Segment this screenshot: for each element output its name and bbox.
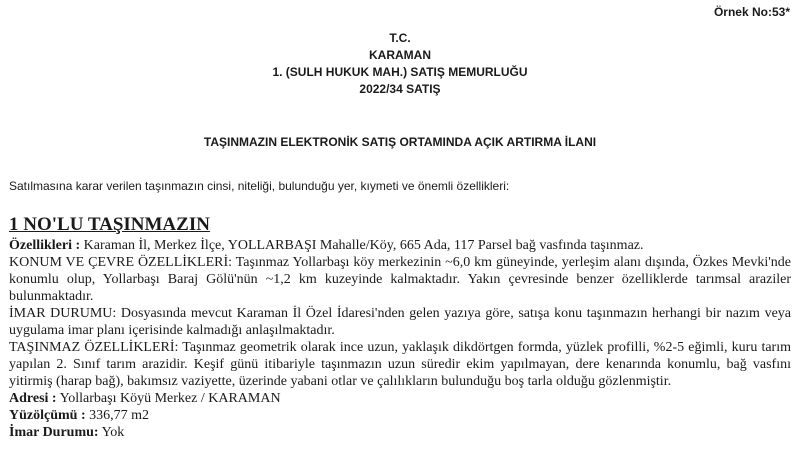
header-line-office: 1. (SULH HUKUK MAH.) SATIŞ MEMURLUĞU	[272, 65, 528, 79]
features-value: Karaman İl, Merkez İlçe, YOLLARBAŞI Mahalle/Köy, 665 Ada, 117 Parsel bağ vasfında taşınmaz.	[83, 238, 644, 253]
zoning-status-label: İmar Durumu:	[9, 425, 99, 440]
characteristics-paragraph: TAŞINMAZ ÖZELLİKLERİ: Taşınmaz geometrik olarak ince uzun, yaklaşık dikdörtgen formda, yüzlek profilli, %2-5 eğimli, kuru tarım yapılan 2. Sınıf tarım arazidir. Keşif günü itibariyle taşınmazın uzun süredir ekim yapılmayan, dere kenarında konumlu, bağ vasfını yitirmiş (harap bağ), bakımsız vaziyette, üzerinde yabani otlar ve çalılıkların bulunduğu boş tarla olduğu gözlenmiştir.	[9, 340, 791, 389]
header-line-case: 2022/34 SATIŞ	[359, 82, 441, 96]
features-label: Özellikleri :	[9, 238, 81, 253]
zoning-status-value: Yok	[101, 425, 125, 440]
sample-number: Örnek No:53*	[713, 5, 790, 19]
property-title: 1 NO'LU TAŞINMAZIN	[9, 214, 210, 235]
zoning-paragraph: İMAR DURUMU: Dosyasında mevcut Karaman İl Özel İdaresi'nden gelen yazıya göre, satışa konu taşınmazın herhangi bir nazım veya uygulama imar planı içerisinde kalmadığı anlaşılmaktadır.	[9, 306, 791, 338]
area-label: Yüzölçümü :	[9, 408, 86, 423]
intro-text: Satılmasına karar verilen taşınmazın cinsi, niteliği, bulunduğu yer, kıymeti ve önemli özellikleri:	[9, 179, 510, 193]
address-value: Yollarbaşı Köyü Merkez / KARAMAN	[59, 391, 281, 406]
area-row	[9, 407, 791, 424]
header-line-city: KARAMAN	[369, 48, 431, 62]
area-value: 336,77 m2	[89, 408, 150, 423]
property-section	[9, 214, 791, 441]
features-row	[9, 237, 791, 254]
address-label: Adresi :	[9, 391, 57, 406]
document-header	[0, 30, 800, 98]
header-line-tc: T.C.	[389, 31, 411, 45]
zoning-status-row	[9, 424, 791, 441]
location-paragraph: KONUM VE ÇEVRE ÖZELLİKLERİ: Taşınmaz Yollarbaşı köy merkezinin ~6,0 km güneyinde, yerleşim alanı dışında, Özkes Mevki'nde konumlu olup, Yollarbaşı Baraj Gölü'nün ~1,2 km kuzeyinde kalmaktadır. Yakın çevresinde benzer özelliklerde tarımsal araziler bulunmaktadır.	[9, 255, 791, 304]
notice-title: TAŞINMAZIN ELEKTRONİK SATIŞ ORTAMINDA AÇIK ARTIRMA İLANI	[203, 135, 597, 149]
address-row	[9, 390, 791, 407]
